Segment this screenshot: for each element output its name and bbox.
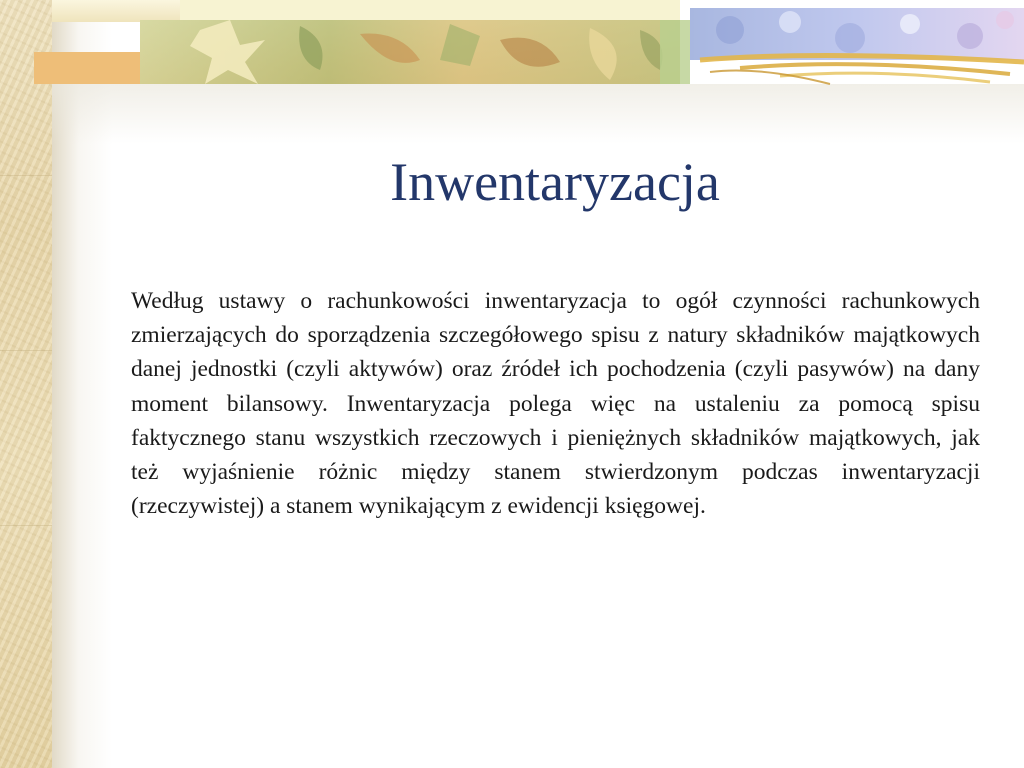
slide-title: Inwentaryzacja <box>390 152 720 212</box>
parchment-strip <box>0 0 52 768</box>
banner-shadow <box>52 84 1024 144</box>
decorative-banner <box>0 0 1024 90</box>
body-paragraph: Według ustawy o rachunkowości inwentaryzacja to ogół czynności rachunkowych zmierzających do sporządzenia szczegółowego spisu z natury składników majątkowych danej jednostki (czyli aktywów) oraz źródeł ich pochodzenia (czyli pasywów) na dany moment bilansowy. Inwentaryzacja polega więc na ustaleniu za pomocą spisu faktycznego stanu wszystkich rzeczowych i pieniężnych składników majątkowych, jak też wyjaśnienie różnic między stanem stwierdzonym podczas inwentaryzacji (rzeczywistej) a stanem wynikającym z ewidencji księgowej. <box>131 288 980 520</box>
